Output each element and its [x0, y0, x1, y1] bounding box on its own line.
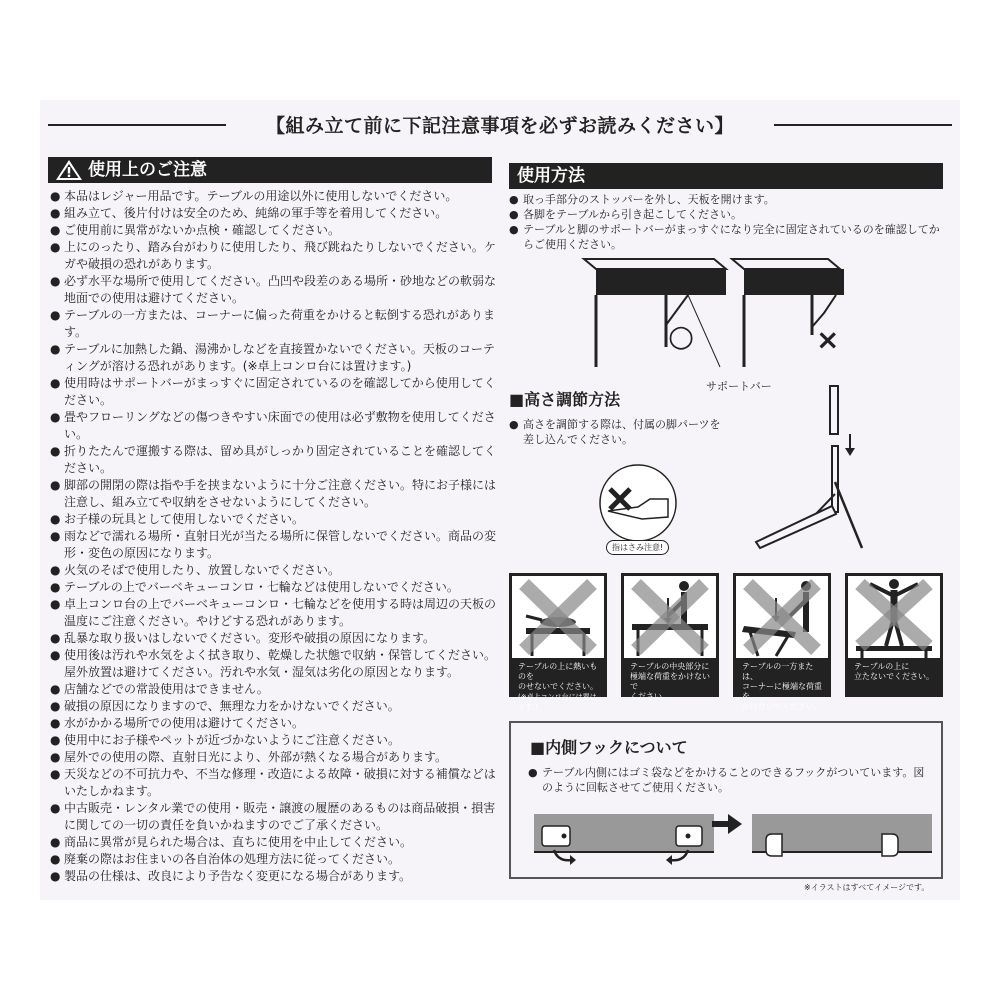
list-item: ● 各脚をテーブルから引き起こしてください。 — [509, 207, 949, 222]
warning-caption: テーブルの上に — [854, 662, 910, 671]
list-item: ● 脚部の開閉の際は指や手を挟まないように十分ご注意ください。特にお子様には注意し、組み立てや収納をさせないようにしてください。 — [50, 477, 496, 511]
warning-panel-center-load — [621, 573, 719, 701]
arrow-right-icon — [712, 814, 742, 834]
list-item: ● テーブルの一方または、コーナーに偏った荷重をかけると転倒する恐れがあります。 — [50, 307, 496, 341]
table-illustration-ok — [580, 255, 730, 375]
list-item: ● 火気のそばで使用したり、放置しないでください。 — [50, 562, 496, 579]
illustration-footnote: ※イラストはすべてイメージです。 — [804, 883, 930, 892]
list-item: ● テーブルに加熱した鍋、湯沸かしなどを直接置かないでください。天板のコーティングが溶ける恐れがあります。(※卓上コンロ台には置けます。) — [50, 341, 496, 375]
list-item: ● 上にのったり、踏み台がわりに使用したり、飛び跳ねたりしないでください。ケガや破損の恐れがあります。 — [50, 239, 496, 273]
list-item: ● 使用後は汚れや水気をよく拭き取り、乾燥した状態で収納・保管してください。屋外放置は避けてください。汚れや水気・湿気は劣化の原因となります。 — [50, 647, 496, 681]
list-item: ● 使用中にお子様やペットが近づかないようにご注意ください。 — [50, 732, 496, 749]
warning-caption: かけないでください。 — [742, 702, 822, 711]
list-item: ● 天災などの不可抗力や、不当な修理・改造による故障・破損に対する補償などはいたしかねます。 — [50, 766, 496, 800]
hook-before-illustration — [528, 810, 718, 870]
table-illustration-ng — [728, 255, 848, 375]
warning-caption: コーナーに極端な荷重を — [742, 682, 822, 701]
warning-caption: テーブルの一方または、 — [742, 662, 814, 681]
leg-insert-illustration — [752, 382, 882, 552]
no-center-load-icon — [624, 576, 716, 658]
warning-caption: テーブルの中央部分に — [630, 662, 710, 671]
list-item: ● テーブル内側にはゴミ袋などをかけることのできるフックがついています。図のように回転させてご使用ください。 — [528, 765, 933, 795]
list-item: ● 雨などで濡れる場所・直射日光が当たる場所に保管しないでください。商品の変形・変色の原因になります。 — [50, 528, 496, 562]
list-item: ● テーブルの上でバーベキューコンロ・七輪などは使用しないでください。 — [50, 579, 496, 596]
support-bar-label: サポートバー — [706, 380, 772, 393]
list-item: ● 卓上コンロ台の上でバーベキューコンロ・七輪などを使用する時は周辺の天板の温度にご注意ください。やけどする恐れがあります。 — [50, 596, 496, 630]
height-list — [509, 417, 729, 447]
warning-caption: 極端な荷重をかけないで — [630, 672, 710, 691]
precautions-title: 使用上のご注意 — [88, 160, 207, 180]
page-title: 【組み立て前に下記注意事項を必ずお読みください】 — [265, 115, 734, 137]
warning-panel-standing — [845, 573, 943, 697]
warning-caption: 立たないでください。 — [854, 672, 934, 681]
warning-panel-hot-items — [509, 573, 607, 711]
list-item: ● 廃棄の際はお住まいの各自治体の処理方法に従ってください。 — [50, 851, 496, 868]
no-hot-pan-icon — [512, 576, 604, 658]
warning-caption: のせないでください。 — [518, 682, 598, 691]
warning-panel-corner-load — [733, 573, 831, 711]
finger-pinch-illustration — [598, 463, 678, 543]
list-item: ● お子様の玩具として使用しないでください。 — [50, 511, 496, 528]
usage-title: 使用方法 — [517, 166, 585, 186]
warning-caption: ください。 — [630, 692, 670, 701]
header-rule-left — [48, 124, 226, 126]
list-item: ● 水がかかる場所での使用は避けてください。 — [50, 715, 496, 732]
no-corner-load-icon — [736, 576, 828, 658]
hook-title: ■ 内側フックについて — [530, 735, 688, 758]
hook-list — [528, 765, 933, 795]
list-item: ● 中古販売・レンタル業での使用・販売・譲渡の履歴のあるものは商品破損・損害に関しての一切の責任を負いかねますのでご了承ください。 — [50, 800, 496, 834]
usage-header — [509, 163, 943, 189]
list-item: ● ご使用前に異常がないか点検・確認してください。 — [50, 222, 496, 239]
precautions-list — [50, 188, 496, 885]
list-item: ● 店舗などでの常設使用はできません。 — [50, 681, 496, 698]
header-rule-right — [774, 124, 952, 126]
list-item: ● 組み立て、後片付けは安全のため、純綿の軍手等を着用してください。 — [50, 205, 496, 222]
warning-caption: テーブルの上に熱いものを — [518, 662, 598, 681]
list-item: ● 商品に異常が見られた場合は、直ちに使用を中止してください。 — [50, 834, 496, 851]
ng-mark: × — [816, 323, 840, 356]
height-title: ■ 高さ調節方法 — [509, 387, 620, 410]
ok-mark: ○ — [668, 319, 695, 354]
finger-caution-label: 指はさみ注意! — [606, 540, 669, 555]
list-item: ● 屋外での使用の際、直射日光により、外部が熱くなる場合があります。 — [50, 749, 496, 766]
list-item: ● 破損の原因になりますので、無理な力をかけないでください。 — [50, 698, 496, 715]
list-item: ● 製品の仕様は、改良により予告なく変更になる場合があります。 — [50, 868, 496, 885]
usage-list — [509, 192, 949, 252]
list-item: ● テーブルと脚のサポートバーがまっすぐになり完全に固定されているのを確認してからご使用ください。 — [509, 222, 949, 252]
list-item: ● 取っ手部分のストッパーを外し、天板を開けます。 — [509, 192, 949, 207]
warning-icon — [54, 158, 84, 182]
hook-after-illustration — [746, 810, 936, 870]
list-item: ● 本品はレジャー用品です。テーブルの用途以外に使用しないでください。 — [50, 188, 496, 205]
precautions-header — [48, 157, 492, 183]
no-standing-icon — [848, 576, 940, 658]
list-item: ● 折りたたんで運搬する際は、留め具がしっかり固定されていることを確認してください。 — [50, 443, 496, 477]
list-item: ● 乱暴な取り扱いはしないでください。変形や破損の原因になります。 — [50, 630, 496, 647]
list-item: ● 使用時はサポートバーがまっすぐに固定されているのを確認してから使用してください。 — [50, 375, 496, 409]
warning-caption: (※卓上コンロ台には置けます。) — [518, 693, 597, 711]
list-item: ● 高さを調節する際は、付属の脚パーツを差し込んでください。 — [509, 417, 729, 447]
list-item: ● 必ず水平な場所で使用してください。凸凹や段差のある場所・砂地などの軟弱な地面での使用は避けてください。 — [50, 273, 496, 307]
list-item: ● 畳やフローリングなどの傷つきやすい床面での使用は必ず敷物を使用してください。 — [50, 409, 496, 443]
